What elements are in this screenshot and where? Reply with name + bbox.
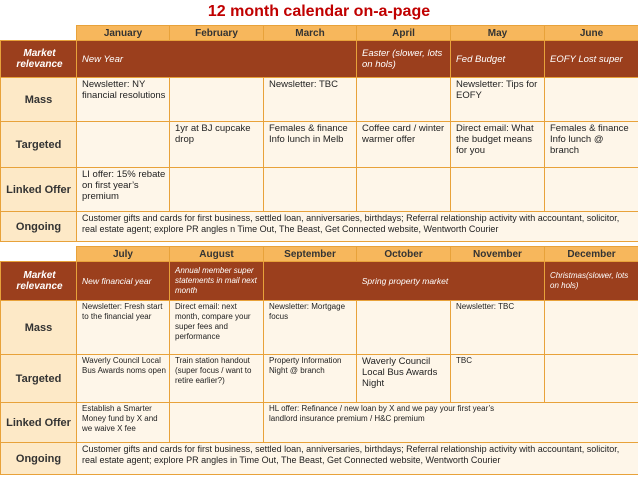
mass-row (1, 78, 638, 122)
row-label-ongoing: Ongoing (1, 443, 77, 475)
market-cell: Annual member super statements in mail next month (170, 262, 264, 301)
calendar-cell (170, 403, 264, 443)
calendar-cell (545, 355, 638, 403)
market-cell: New Year (77, 41, 357, 78)
calendar-cell: Waverly Council Local Bus Awards noms open (77, 355, 170, 403)
row-label-linked-offer: Linked Offer (1, 403, 77, 443)
calendar-cell (77, 122, 170, 168)
market-cell: New financial year (77, 262, 170, 301)
ongoing-cell: Customer gifts and cards for first business, settled loan, anniversaries, birthdays; Referral relationship activity with accountant, solicitor, real estate agent; explore PR angles n Time Out, The Beast, Get Connected website, Wentworth Courier (77, 212, 638, 242)
month-header: January (77, 26, 170, 41)
row-label-ongoing: Ongoing (1, 212, 77, 242)
corner-cell (1, 247, 77, 262)
linked-offer-row (1, 168, 638, 212)
calendar-cell: Train station handout (super focus / want to retire earlier?) (170, 355, 264, 403)
linked-offer-row (1, 403, 638, 443)
month-header-row (1, 26, 638, 41)
calendar-cell: Newsletter: Tips for EOFY (451, 78, 545, 122)
market-relevance-row (1, 41, 638, 78)
calendar-table-first-half (0, 25, 638, 242)
month-header: July (77, 247, 170, 262)
row-label-targeted: Targeted (1, 355, 77, 403)
calendar-cell (357, 301, 451, 355)
calendar-cell: Direct email: What the budget means for you (451, 122, 545, 168)
calendar-cell: Females & finance Info lunch in Melb (264, 122, 357, 168)
calendar-cell: Newsletter: TBC (264, 78, 357, 122)
month-header-row (1, 247, 638, 262)
month-header: April (357, 26, 451, 41)
calendar-cell (451, 168, 545, 212)
calendar-cell: Establish a Smarter Money fund by X and we waive X fee (77, 403, 170, 443)
calendar-cell: Coffee card / winter warmer offer (357, 122, 451, 168)
month-header: December (545, 247, 638, 262)
ongoing-row (1, 443, 638, 475)
market-cell: Spring property market (264, 262, 545, 301)
month-header: March (264, 26, 357, 41)
calendar-cell (264, 168, 357, 212)
calendar-cell: Newsletter: Fresh start to the financial year (77, 301, 170, 355)
market-cell: Christmas(slower, lots on hols) (545, 262, 638, 301)
calendar-cell: TBC (451, 355, 545, 403)
targeted-row (1, 355, 638, 403)
calendar-cell: 1yr at BJ cupcake drop (170, 122, 264, 168)
calendar-cell: Waverly Council Local Bus Awards Night (357, 355, 451, 403)
calendar-table-second-half (0, 246, 638, 475)
calendar-cell (545, 301, 638, 355)
month-header: October (357, 247, 451, 262)
calendar-cell (545, 78, 638, 122)
targeted-row (1, 122, 638, 168)
month-header: September (264, 247, 357, 262)
month-header: February (170, 26, 264, 41)
page-title: 12 month calendar on-a-page (207, 3, 431, 20)
calendar-cell (545, 168, 638, 212)
row-label-mass: Mass (1, 301, 77, 355)
row-label-market-relevance: Market relevance (1, 262, 77, 301)
row-label-mass: Mass (1, 78, 77, 122)
calendar-cell: Newsletter: TBC (451, 301, 545, 355)
market-cell: Fed Budget (451, 41, 545, 78)
corner-cell (1, 26, 77, 41)
calendar-cell (357, 168, 451, 212)
row-label-linked-offer: Linked Offer (1, 168, 77, 212)
calendar-cell: HL offer: Refinance / new loan by X and we pay your first year’s landlord insurance premium / H&C premium (264, 403, 638, 443)
calendar-cell: Females & finance Info lunch @ branch (545, 122, 638, 168)
calendar-cell: LI offer: 15% rebate on first year’s premium (77, 168, 170, 212)
calendar-cell: Newsletter: Mortgage focus (264, 301, 357, 355)
mass-row (1, 301, 638, 355)
ongoing-cell: Customer gifts and cards for first business, settled loan, anniversaries, birthdays; Referral relationship activity with accountant, solicitor, real estate agent; explore PR angles in Time Out, The Beast, Get Connected website, Wentworth Courier (77, 443, 638, 475)
calendar-cell: Direct email: next month, compare your super fees and performance (170, 301, 264, 355)
month-header: June (545, 26, 638, 41)
calendar-cell (170, 168, 264, 212)
row-label-targeted: Targeted (1, 122, 77, 168)
calendar-cell (170, 78, 264, 122)
market-cell: Easter (slower, lots on hols) (357, 41, 451, 78)
market-cell: EOFY Lost super (545, 41, 638, 78)
calendar-cell: Property Information Night @ branch (264, 355, 357, 403)
market-relevance-row (1, 262, 638, 301)
month-header: May (451, 26, 545, 41)
calendar-cell: Newsletter: NY financial resolutions (77, 78, 170, 122)
month-header: August (170, 247, 264, 262)
row-label-market-relevance: Market relevance (1, 41, 77, 78)
month-header: November (451, 247, 545, 262)
ongoing-row (1, 212, 638, 242)
calendar-cell (357, 78, 451, 122)
